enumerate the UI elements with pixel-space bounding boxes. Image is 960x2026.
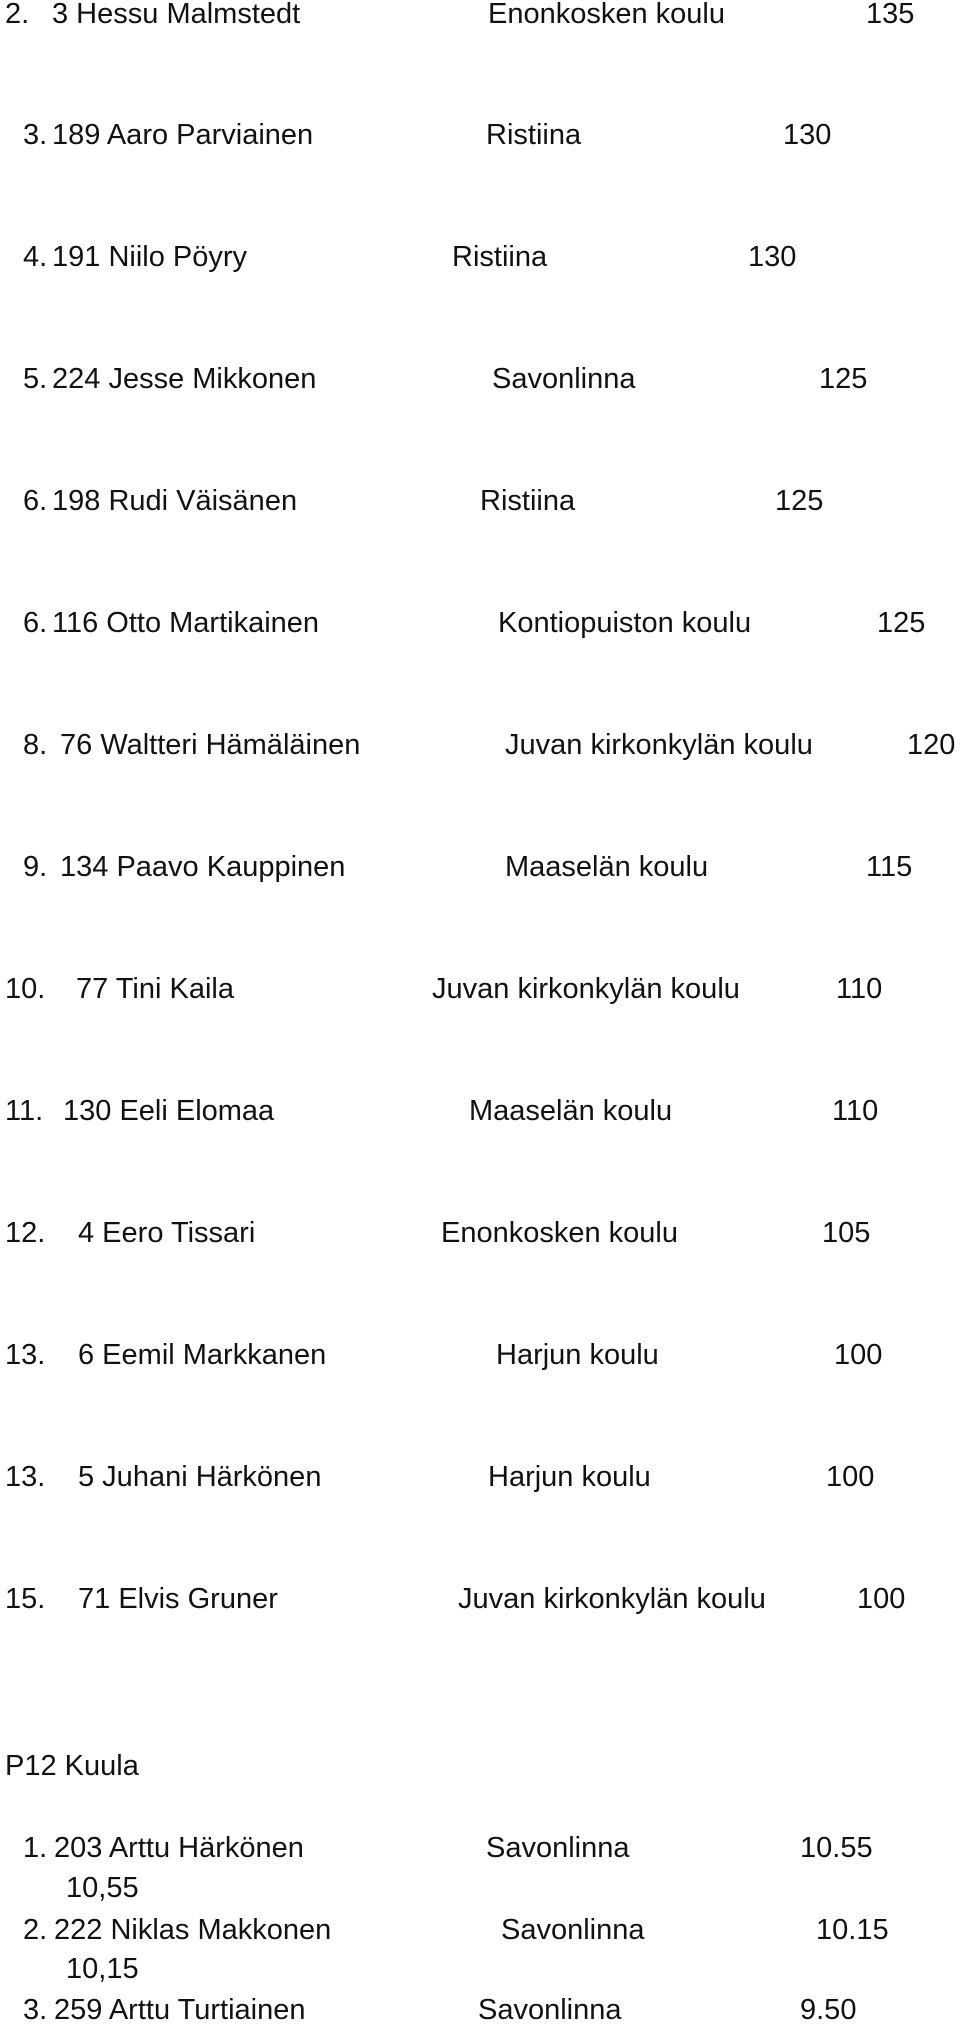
club: Savonlinna bbox=[486, 1832, 630, 1864]
club: Savonlinna bbox=[501, 1914, 645, 1946]
rank: 10. bbox=[5, 973, 46, 1005]
rank: 12. bbox=[5, 1217, 46, 1249]
club: Ristiina bbox=[452, 241, 548, 273]
result: 110 bbox=[832, 1095, 879, 1127]
athlete: 77 Tini Kaila bbox=[76, 973, 234, 1005]
athlete: 4 Eero Tissari bbox=[78, 1217, 256, 1249]
club: Enonkosken koulu bbox=[441, 1217, 678, 1249]
result: 9.50 bbox=[800, 1994, 857, 2026]
athlete: 76 Waltteri Hämäläinen bbox=[60, 729, 361, 761]
club: Maaselän koulu bbox=[469, 1095, 673, 1127]
athlete: 224 Jesse Mikkonen bbox=[52, 363, 317, 395]
club: Kontiopuiston koulu bbox=[498, 607, 752, 639]
club: Savonlinna bbox=[478, 1994, 622, 2026]
result: 130 bbox=[783, 119, 832, 151]
club: Enonkosken koulu bbox=[488, 0, 725, 30]
athlete: 130 Eeli Elomaa bbox=[63, 1095, 275, 1127]
result: 100 bbox=[826, 1461, 875, 1493]
result: 135 bbox=[866, 0, 915, 30]
athlete: 71 Elvis Gruner bbox=[78, 1583, 278, 1615]
club: Juvan kirkonkylän koulu bbox=[432, 973, 740, 1005]
athlete: 6 Eemil Markkanen bbox=[78, 1339, 327, 1371]
athlete: 198 Rudi Väisänen bbox=[52, 485, 298, 517]
rank: 3. bbox=[23, 1994, 48, 2026]
section-title: P12 Kuula bbox=[5, 1750, 139, 1782]
club: Ristiina bbox=[486, 119, 582, 151]
result: 10.15 bbox=[816, 1914, 889, 1946]
athlete: 134 Paavo Kauppinen bbox=[60, 851, 346, 883]
rank: 13. bbox=[5, 1461, 46, 1493]
rank: 13. bbox=[5, 1339, 46, 1371]
club: Harjun koulu bbox=[496, 1339, 659, 1371]
result: 125 bbox=[819, 363, 868, 395]
rank: 2. bbox=[5, 0, 30, 30]
attempts: 10,55 bbox=[66, 1872, 139, 1904]
result: 100 bbox=[834, 1339, 883, 1371]
club: Juvan kirkonkylän koulu bbox=[505, 729, 813, 761]
club: Ristiina bbox=[480, 485, 576, 517]
athlete: 3 Hessu Malmstedt bbox=[52, 0, 301, 30]
rank: 6. bbox=[23, 485, 48, 517]
club: Maaselän koulu bbox=[505, 851, 709, 883]
result: 125 bbox=[877, 607, 926, 639]
athlete: 259 Arttu Turtiainen bbox=[54, 1994, 306, 2026]
result: 130 bbox=[748, 241, 797, 273]
athlete: 5 Juhani Härkönen bbox=[78, 1461, 322, 1493]
result: 110 bbox=[836, 973, 883, 1005]
rank: 3. bbox=[23, 119, 48, 151]
rank: 2. bbox=[23, 1914, 48, 1946]
athlete: 203 Arttu Härkönen bbox=[54, 1832, 304, 1864]
result: 120 bbox=[907, 729, 956, 761]
athlete: 189 Aaro Parviainen bbox=[52, 119, 314, 151]
rank: 8. bbox=[23, 729, 48, 761]
rank: 6. bbox=[23, 607, 48, 639]
result: 125 bbox=[775, 485, 824, 517]
athlete: 222 Niklas Makkonen bbox=[54, 1914, 332, 1946]
club: Juvan kirkonkylän koulu bbox=[458, 1583, 766, 1615]
athlete: 116 Otto Martikainen bbox=[52, 607, 320, 639]
result: 105 bbox=[822, 1217, 871, 1249]
rank: 4. bbox=[23, 241, 48, 273]
result: 115 bbox=[866, 851, 913, 883]
club: Savonlinna bbox=[492, 363, 636, 395]
result: 10.55 bbox=[800, 1832, 873, 1864]
rank: 15. bbox=[5, 1583, 46, 1615]
rank: 1. bbox=[23, 1832, 48, 1864]
club: Harjun koulu bbox=[488, 1461, 651, 1493]
result: 100 bbox=[857, 1583, 906, 1615]
rank: 5. bbox=[23, 363, 48, 395]
rank: 11. bbox=[5, 1095, 44, 1127]
athlete: 191 Niilo Pöyry bbox=[52, 241, 248, 273]
rank: 9. bbox=[23, 851, 48, 883]
attempts: 10,15 bbox=[66, 1953, 139, 1985]
